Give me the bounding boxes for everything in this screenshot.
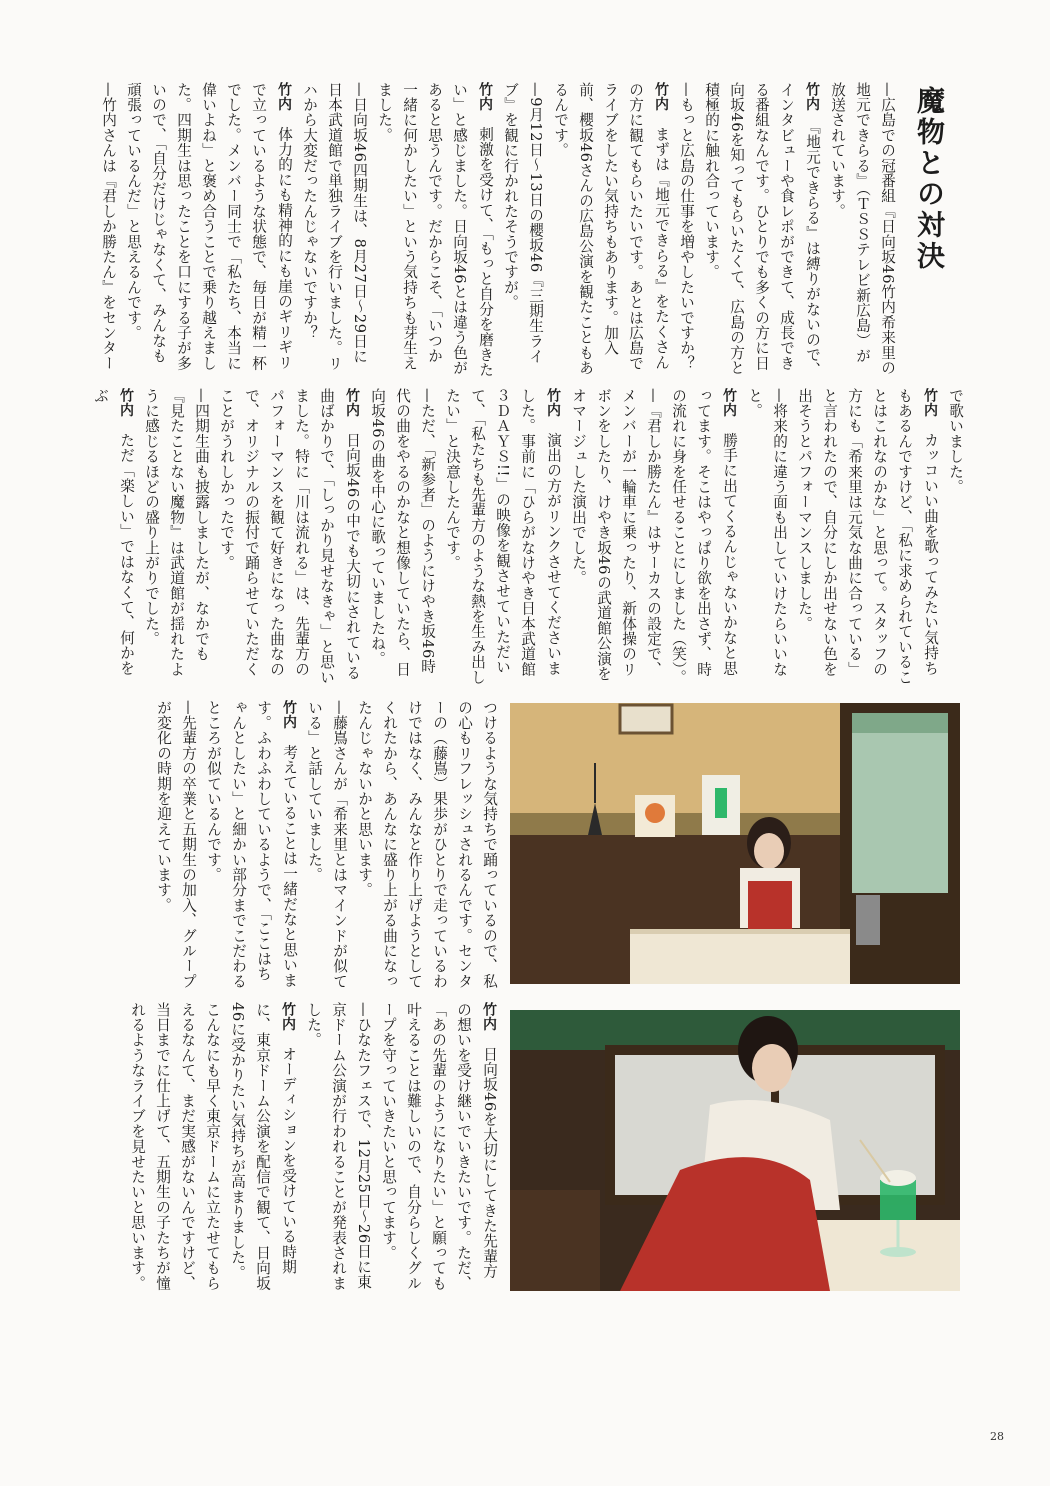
interview-paragraph [566,388,666,688]
interview-paragraph [825,82,900,378]
paragraph-text: で歌いました。 [947,388,964,495]
paragraph-text: —9月12日〜13日の櫻坂46『三期生ライブ』を観に行かれたそうですが。 [502,82,544,364]
interview-paragraph [376,1002,502,1292]
interview-paragraph [214,388,365,688]
paragraph-text: —藤嶌さんが「希来里とはマインドが似ている」と話していました。 [306,700,348,989]
paragraph-text: 演出の方がリンクさせてくださいました。事前に「ひらがなけやき日本武道館３ＤＡＹＳ!!」の映像を観させていただいて、「私たちも先輩方のような熱を生み出したい」と決意したんです。 [444,388,562,685]
interview-paragraph [440,388,566,688]
interview-paragraph [121,82,297,378]
photo-cafe-booth [510,703,960,984]
paragraph-text: —日向坂46四期生は、8月27日〜29日に日本武道館で単独ライブを行いました。リハから大変だったんじゃないですか？ [301,82,368,371]
speaker-label: 竹内 [804,82,820,112]
interview-paragraph [365,388,440,688]
interview-paragraph [372,82,498,378]
interview-paragraph [352,700,502,990]
interview-paragraph [674,82,699,378]
interview-paragraph [301,1002,376,1292]
paragraph-text: ただ「楽しい」ではなくて、何かをぶ [92,388,135,676]
paragraph-text: 『地元できらる』は縛りがないので、インタビューや食レポができて、成長できる番組なんです。ひとりでも多くの方に日向坂46を知ってもらいたくて、広島の方と積極的に触れ合っています。 [703,82,821,378]
interview-paragraph [742,388,792,688]
interview-block-middle-left [140,700,502,990]
interview-paragraph [498,82,548,378]
interview-paragraph [88,388,139,688]
photo-melon-soda [510,1010,960,1291]
speaker-label: 竹内 [721,388,737,418]
interview-paragraph [943,388,968,688]
paragraph-text: オーディションを受けている時期に、東京ドーム公演を配信で観て、日向坂46に受かりたい気持ちが高まりました。こんなにも早く東京ドームに立たせてもらえるなんて、まだ実感がないんですけど、当日までに仕上げて、五期生の子たちが憧れるようなライブを見せたいと思います。 [129,1002,297,1291]
speaker-label: 竹内 [276,82,292,112]
section-heading: 魔物との対決 [913,86,946,272]
paragraph-text: —四期生曲も披露しましたが、なかでも『見たことない魔物』は武道館が揺れたように感じるほどの盛り上がりでした。 [143,388,210,677]
paragraph-text: —もっと広島の仕事を増やしたいですか？ [678,82,695,371]
interview-block-upper-right [100,82,900,378]
paragraph-text: 日向坂46を大切にしてきた先輩方の想いを受け継いでいきたいです。ただ、「あの先輩のようになりたい」と願っても叶えることは難しいので、自分らしくグループを守っていきたいと思ってます。 [380,1002,498,1291]
paragraph-text: 日向坂46の中でも大切にされている曲ばかりで、「しっかり見せなきゃ」と思いました。特に「川は流れる」は、先輩方のパフォーマンスを観て好きになった曲なので、オリジナルの振付で踊らせていただくことがうれしかったです。 [218,388,361,685]
speaker-label: 竹内 [118,388,134,418]
paragraph-text: カッコいい曲を歌ってみたい気持ちもあるんですけど、「私に求められていることはこれなのかな」と思って。スタッフの方にも「希来里は元気な曲に合っている」と言われたので、自分にしか出せない色を出そうとパフォーマンスしました。 [796,388,939,685]
interview-block-upper-left [92,388,968,688]
interview-paragraph [139,388,214,688]
interview-block-lower-left [129,1002,502,1292]
speaker-label: 竹内 [477,82,493,112]
paragraph-text: —将来的に違う面も出していけたらいいなと。 [746,388,788,677]
photo-cafe-booth-image [510,703,960,984]
speaker-label: 竹内 [653,82,669,112]
paragraph-text: —『君しか勝たん』はサーカスの設定で、メンバーが一輪車に乗ったり、新体操のリボンをしたり、けやき坂46の武道館公演をオマージュした演出でした。 [570,388,662,682]
paragraph-text: —ただ、「新参者」のようにけやき坂46時代の曲をやるのかなと想像していたら、日向坂46の曲を中心に歌っていましたね。 [369,388,436,677]
interview-paragraph [297,82,372,378]
paragraph-text: 勝手に出てくるんじゃないかなと思ってます。そこはやっぱり欲を出さず、時の流れに身を任せることにしました（笑）。 [670,388,738,685]
interview-paragraph [792,388,943,688]
interview-paragraph [96,82,121,378]
speaker-label: 竹内 [922,388,938,418]
paragraph-text: 刺激を受けて、「もっと自分を磨きたい」と感じました。日向坂46とは違う色があると思うんです。だからこそ、「いつか一緒に何かしたい」という気持ちも芽生えました。 [376,82,494,378]
paragraph-text: 体力的にも精神的にも崖のギリギリで立っているような状態で、毎日が精一杯でした。メンバー同士で「私たち、本当に偉いよね」と褒め合うことで乗り越えました。四期生は思ったことを口にする子が多いので、「自分だけじゃなくて、みんなも頑張っているんだ」と思えるんです。 [125,82,293,371]
paragraph-text: —ひなたフェスで、12月25日〜26日に東京ドーム公演が行われることが発表されました。 [305,1002,372,1291]
photo-melon-soda-image [510,1010,960,1291]
paragraph-text: 考えていることは一緒だなと思います。ふわふわしているようで、「ここはちゃんとしたい」と細かい部分までこだわるところが似ているんです。 [205,700,298,989]
page-number: 28 [990,1430,1004,1443]
interview-paragraph [699,82,825,378]
speaker-label: 竹内 [280,1002,296,1032]
interview-paragraph [666,388,742,688]
paragraph-text: —広島での冠番組『日向坂46竹内希来里の地元できらる』（ＴＳＳテレビ新広島）が放送されています。 [829,82,896,376]
interview-paragraph [302,700,352,990]
speaker-label: 竹内 [545,388,561,418]
paragraph-text: まずは『地元できらる』をたくさんの方に観てもらいたいです。あとは広島でライブをしたい気持ちもあります。加入前、櫻坂46さんの広島公演を観たこともあるんです。 [552,82,670,376]
speaker-label: 竹内 [344,388,360,418]
paragraph-text: つけるような気持ちで踊っているので、私の心もリフレッシュされるんです。センターの（藤嶌）果歩がひとりで走っているわけではなく、みんなと作り上げようとしてくれたから、あんなに盛り上がる曲になったんじゃないかと思います。 [356,700,498,989]
speaker-label: 竹内 [481,1002,497,1032]
interview-paragraph [201,700,302,990]
speaker-label: 竹内 [281,700,297,730]
paragraph-text: —竹内さんは『君しか勝たん』をセンター [100,82,117,371]
interview-paragraph [125,1002,301,1292]
paragraph-text: —先輩方の卒業と五期生の加入、グループが変化の時期を迎えています。 [155,700,197,989]
interview-paragraph [548,82,674,378]
interview-paragraph [151,700,201,990]
